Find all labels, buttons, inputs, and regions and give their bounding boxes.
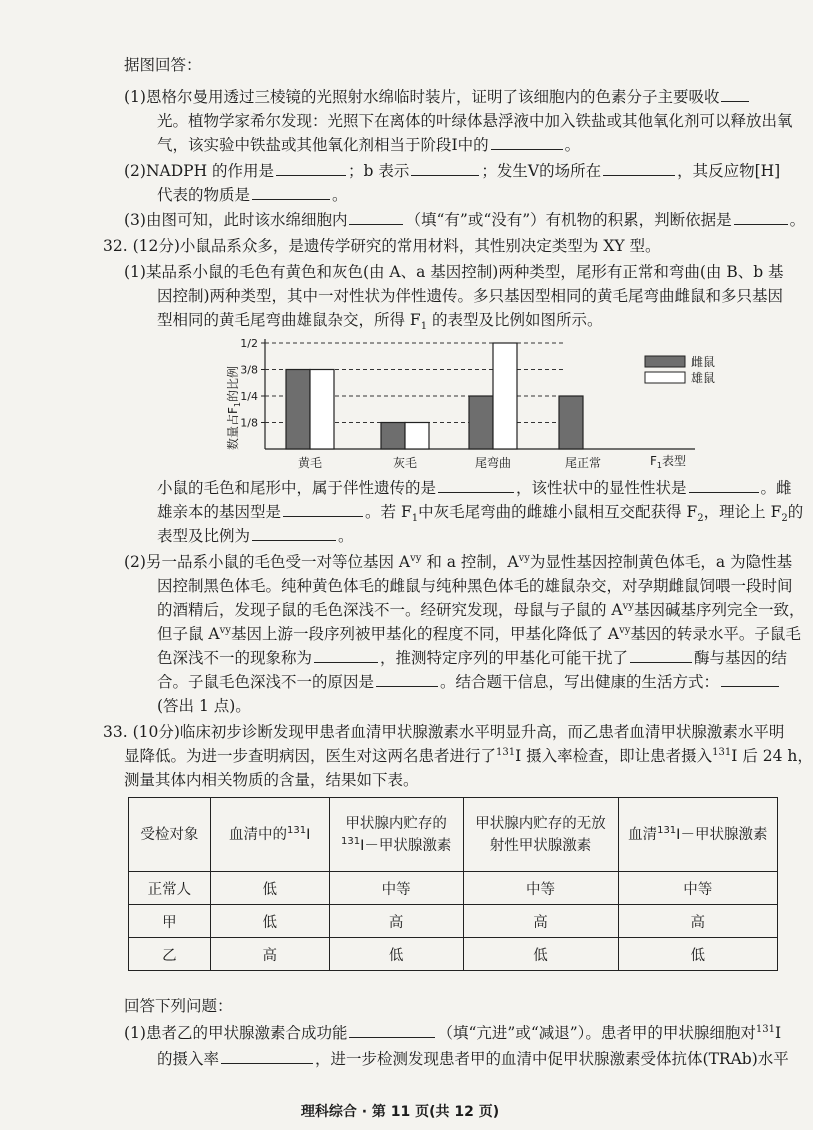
question-32-title: 32. (12分)小鼠品系众多，是遗传学研究的常用材料，其性别决定类型为 XY 型。 [103,237,661,255]
text-segment: I 后 24 h， [731,747,813,765]
table-header-cell: 血清$^{131}$I－甲状腺激素 [618,798,777,872]
text-segment: 。 [338,527,354,545]
text-line [124,161,780,181]
table-row [129,872,778,905]
text-segment: 为显性基因控制黄色体毛，a 为隐性基 [529,553,793,571]
answer-blank[interactable] [283,502,363,517]
text-line [124,1023,781,1043]
table-cell: 中等 [329,872,463,905]
bar-female [286,370,310,450]
text-line [157,185,348,205]
bar-female [381,423,405,450]
superscript: 131 [755,1023,776,1035]
table-header-cell: 受检对象 [129,798,211,872]
superscript: vy [622,600,634,612]
text-segment: 显降低。为进一步查明病因，医生对这两名患者进行了 [124,747,497,765]
text-line: 据图回答： [124,56,202,74]
x-tick-label: 灰毛 [392,456,418,470]
text-line [157,672,781,692]
table-cell: 低 [210,872,329,905]
table-cell: 中等 [463,872,618,905]
text-segment: (1)恩格尔曼用透过三棱镜的光照射水绵临时装片，证明了该细胞内的色素分子主要吸收 [124,88,720,106]
text-segment: (2)NADPH 的作用是 [124,162,275,180]
text-segment: 。 [789,211,806,229]
x-axis-label: $F_1$表型 [650,454,687,470]
text-segment: 小鼠的毛色和尾形中，属于伴性遗传的是 [157,479,437,497]
text-segment: 基因上游一段序列被甲基化的程度不同，甲基化降低了 A [230,625,620,643]
text-segment: 。结合题干信息，写出健康的生活方式： [440,673,720,691]
superscript: vy [518,552,530,564]
answer-blank[interactable] [689,478,759,493]
table-row [129,938,778,971]
table-cell: 高 [463,905,618,938]
text-line [157,135,580,155]
text-line: (1)某品系小鼠的毛色有黄色和灰色(由 A、a 基因控制)两种类型，尾形有正常和弯曲(由 B、b 基 [124,263,784,281]
table-header-cell: 甲状腺内贮存的 $^{131}$I－甲状腺激素 [329,798,463,872]
text-line [157,526,354,546]
text-segment: 但子鼠 A [157,625,220,643]
table-cell: 高 [618,905,777,938]
bar-chart [225,332,725,472]
x-tick-label: 黄毛 [297,456,323,470]
text-segment: ，推测特定序列的甲基化可能干扰了 [380,649,629,667]
text-segment: 的酒精后，发现子鼠的毛色深浅不一。经研究发现，母鼠与子鼠的 A [157,601,623,619]
table-cell: 高 [210,938,329,971]
answer-blank[interactable] [276,161,346,176]
subscript: 1 [420,321,428,333]
table-header-cell: 血清中的$^{131}$I [210,798,329,872]
text-segment: 。雌 [760,479,792,497]
superscript: 131 [712,746,732,758]
text-segment: 酶与基因的结 [694,649,788,667]
text-segment: 的 [787,503,804,521]
question-33-title: 33. (10分)临床初步诊断发现甲患者血清甲状腺激素水平明显升高，而乙患者血清甲状腺激素水平明 [103,723,785,741]
text-line [157,310,603,333]
text-line [157,648,787,668]
text-line: 光。植物学家希尔发现：光照下在离体的叶绿体悬浮液中加入铁盐或其他氧化剂可以释放出氧 [157,112,793,130]
y-tick-label: 1/2 [240,337,258,350]
superscript: 131 [496,746,516,758]
legend-label: 雌鼠 [691,355,716,369]
text-segment: I [775,1024,782,1042]
text-line: 测量其体内相关物质的含量，结果如下表。 [124,771,419,789]
text-segment: 型相同的黄毛尾弯曲雄鼠杂交，所得 F [157,311,421,329]
y-tick-label: 3/8 [240,363,258,377]
text-segment: 表型及比例为 [157,527,251,545]
text-segment: 。若 F [365,503,412,521]
text-line [124,87,751,107]
text-segment: (1)患者乙的甲状腺激素合成功能 [124,1024,348,1042]
y-axis-label: 数量占$F_1$的比例 [226,365,242,450]
text-segment: 的摄入率 [157,1050,220,1068]
answer-blank[interactable] [603,161,675,176]
superscript: vy [619,624,631,636]
text-line: 因控制)两种类型，其中一对性状为伴性遗传。多只基因型相同的黄毛尾弯曲雌鼠和多只基因 [157,287,784,305]
text-segment: ，该性状中的显性性状是 [516,479,687,497]
text-line: 因控制黑色体毛。纯种黄色体毛的雌鼠与纯种黑色体毛的雄鼠杂交，对孕期雌鼠饲喂一段时间 [157,577,793,595]
text-line [124,746,813,766]
superscript: vy [219,624,231,636]
text-line [157,478,792,498]
answer-blank[interactable] [721,672,779,687]
text-line: 回答下列问题： [124,997,233,1015]
text-line: (答出 1 点)。 [157,697,251,715]
text-segment: (3)由图可知，此时该水绵细胞内 [124,211,348,229]
table-cell: 低 [463,938,618,971]
text-segment: （填“亢进”或“减退”）。患者甲的甲状腺细胞对 [437,1024,756,1042]
text-segment: ，其反应物[H] [677,162,781,180]
text-segment: I 摄入率检查，即让患者摄入 [515,747,713,765]
text-segment: 气，该实验中铁盐或其他氧化剂相当于阶段Ⅰ中的 [157,136,489,154]
bar-male [310,370,334,450]
text-segment: ；b 表示 [348,162,410,180]
text-segment: (2)另一品系小鼠的毛色受一对等位基因 A [124,553,411,571]
table-cell: 甲 [129,905,211,938]
text-segment: 中灰毛尾弯曲的雌雄小鼠相互交配获得 F [418,503,698,521]
text-line [157,624,801,644]
text-segment: 。 [332,186,348,204]
y-tick-label: 1/4 [240,390,258,403]
table-cell: 高 [329,905,463,938]
results-table [128,797,778,971]
answer-blank[interactable] [314,648,378,663]
text-line [124,210,805,230]
answer-blank[interactable] [252,526,336,541]
table-cell: 正常人 [129,872,211,905]
answer-blank[interactable] [349,210,403,225]
text-segment: 代表的物质是 [157,186,251,204]
text-line [157,1049,789,1069]
answer-blank[interactable] [721,87,749,102]
y-tick-label: 1/8 [240,416,258,430]
answer-blank[interactable] [630,648,692,663]
text-segment: 基因的转录水平。子鼠毛 [630,625,801,643]
text-line [157,502,804,525]
text-segment: 雄亲本的基因型是 [157,503,282,521]
superscript: vy [410,552,422,564]
bar-female [469,396,493,449]
answer-blank[interactable] [376,672,438,687]
text-line [124,552,792,572]
table-cell: 中等 [618,872,777,905]
table-cell: 乙 [129,938,211,971]
answer-blank[interactable] [252,185,330,200]
answer-blank[interactable] [349,1023,435,1038]
table-header-row [129,798,778,872]
table-row [129,905,778,938]
bar-male [493,343,517,449]
text-segment: 的表型及比例如图所示。 [427,311,603,329]
bar-male [405,423,429,450]
table-header-cell: 甲状腺内贮存的无放 射性甲状腺激素 [463,798,618,872]
text-segment: ，理论上 F [703,503,782,521]
answer-blank[interactable] [734,210,788,225]
answer-blank[interactable] [491,135,563,150]
answer-blank[interactable] [438,478,514,493]
subscript: 1 [411,513,419,525]
table-cell: 低 [210,905,329,938]
table-cell: 低 [618,938,777,971]
legend-swatch [645,372,685,383]
bar-female [559,396,583,449]
page-footer: 理科综合 · 第 11 页(共 12 页) [300,1104,500,1120]
text-line [157,600,804,620]
x-tick-label: 尾弯曲 [474,456,512,470]
answer-blank[interactable] [221,1049,313,1064]
text-segment: （填“有”或“没有”）有机物的积累，判断依据是 [405,211,732,229]
subscript: 2 [697,513,704,525]
text-segment: 基因碱基序列完全一致， [633,601,805,619]
text-segment: 色深浅不一的现象称为 [157,649,313,667]
x-tick-label: 尾正常 [564,456,602,470]
legend-swatch [645,356,685,367]
text-segment: 和 a 控制，A [421,553,519,571]
text-segment: ；发生Ⅴ的场所在 [481,162,602,180]
answer-blank[interactable] [411,161,479,176]
text-segment: ，进一步检测发现患者甲的血清中促甲状腺激素受体抗体(TRAb)水平 [315,1050,789,1068]
legend-label: 雄鼠 [691,371,716,385]
table-cell: 低 [329,938,463,971]
text-segment: 。 [564,136,581,154]
subscript: 2 [781,513,788,525]
text-segment: 合。子鼠毛色深浅不一的原因是 [157,673,375,691]
